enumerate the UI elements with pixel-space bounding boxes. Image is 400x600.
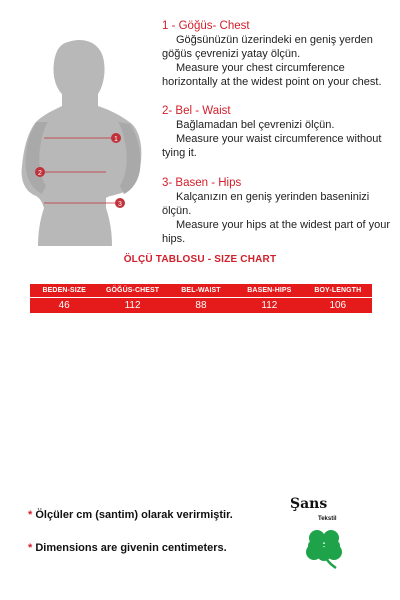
note-english-text: Dimensions are givenin centimeters.	[35, 542, 227, 554]
note-turkish	[28, 509, 233, 521]
clover-icon	[300, 524, 348, 572]
chest-text-en: Measure your chest circumference horizontally at the widest point on your chest.	[162, 62, 382, 88]
size-table	[30, 284, 372, 313]
note-turkish-text: Ölçüler cm (santim) olarak verirmiştir.	[35, 509, 233, 521]
hips-heading: 3- Basen - Hips	[162, 177, 242, 189]
instruction-waist	[162, 104, 394, 160]
brand-name: Şans	[290, 496, 328, 512]
marker-chest	[111, 133, 121, 143]
hips-text-en: Measure your hips at the widest part of your hips.	[162, 219, 390, 245]
instruction-hips	[162, 176, 394, 246]
hips-text-tr: Kalçanızın en geniş yerinden baseninizi ölçün.	[162, 191, 370, 217]
cell-hips: 112	[235, 298, 303, 314]
svg-text:3: 3	[118, 201, 122, 208]
cell-size: 46	[30, 298, 98, 314]
chest-text-tr: Göğsünüzün üzerindeki en geniş yerden göğüs çevrenizi yatay ölçün.	[162, 34, 373, 60]
col-header-length: BOY-LENGTH	[304, 284, 372, 298]
chest-heading: 1 - Göğüs- Chest	[162, 20, 250, 32]
col-header-hips: BASEN-HIPS	[235, 284, 303, 298]
cell-waist: 88	[167, 298, 235, 314]
col-header-chest: GÖĞÜS-CHEST	[98, 284, 166, 298]
table-row	[30, 298, 372, 314]
svg-text:1: 1	[114, 136, 118, 143]
size-table-header-row	[30, 284, 372, 298]
body-silhouette	[14, 36, 150, 246]
marker-hips	[115, 198, 125, 208]
svg-text:2: 2	[38, 170, 42, 177]
note-star: *	[28, 542, 33, 554]
size-chart-title: ÖLÇÜ TABLOSU - SIZE CHART	[123, 254, 277, 265]
note-english	[28, 542, 227, 554]
brand-subtitle: Tekstil	[318, 516, 337, 522]
waist-heading: 2- Bel - Waist	[162, 105, 231, 117]
instruction-chest	[162, 19, 394, 89]
marker-waist	[35, 167, 45, 177]
note-star: *	[28, 509, 33, 521]
cell-chest: 112	[98, 298, 166, 314]
waist-text-en: Measure your waist circumference without tying it.	[162, 133, 382, 159]
col-header-size: BEDEN-SIZE	[30, 284, 98, 298]
col-header-waist: BEL-WAIST	[167, 284, 235, 298]
waist-text-tr: Bağlamadan bel çevrenizi ölçün.	[176, 119, 335, 131]
cell-length: 106	[304, 298, 372, 314]
